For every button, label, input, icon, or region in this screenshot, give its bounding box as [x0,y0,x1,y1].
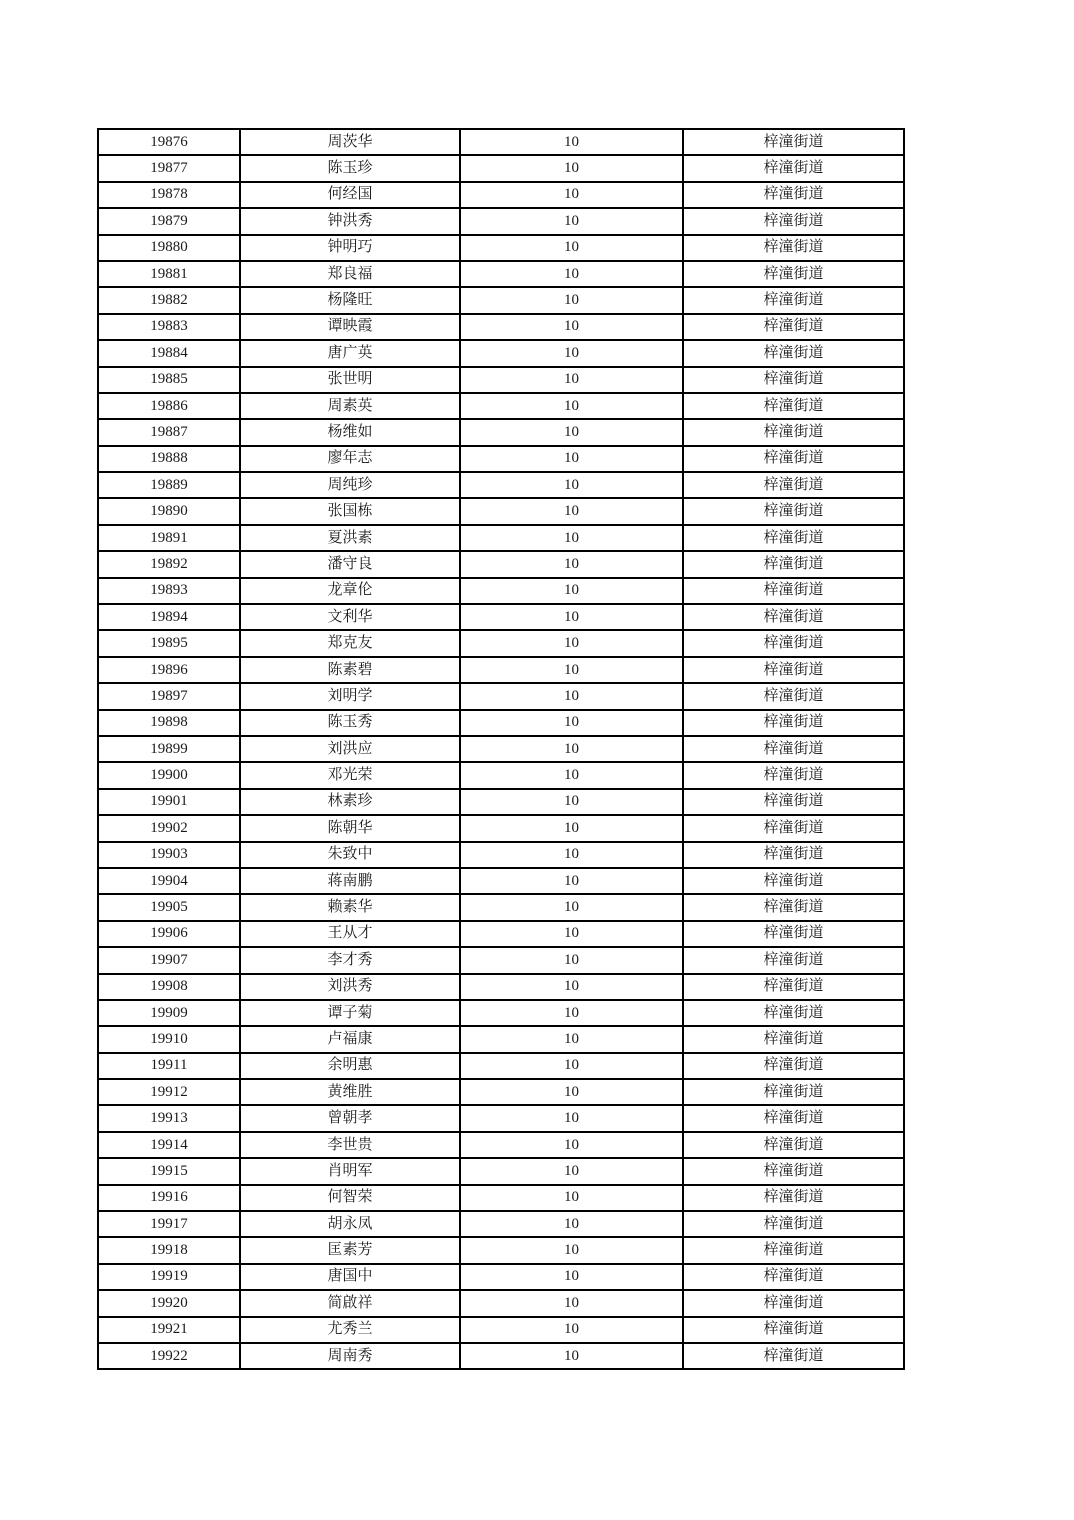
value-cell: 10 [460,578,683,604]
name-cell: 黄维胜 [240,1079,460,1105]
name-cell: 何经国 [240,182,460,208]
value-cell: 10 [460,815,683,841]
table-row [98,419,904,445]
table-row [98,393,904,419]
table-row [98,1264,904,1290]
district-cell: 梓潼街道 [683,1026,904,1052]
id-cell: 19899 [98,736,240,762]
id-cell: 19896 [98,657,240,683]
id-cell: 19912 [98,1079,240,1105]
district-cell: 梓潼街道 [683,1132,904,1158]
district-cell: 梓潼街道 [683,1158,904,1184]
id-cell: 19895 [98,630,240,656]
table-row [98,208,904,234]
district-cell: 梓潼街道 [683,182,904,208]
id-cell: 19904 [98,868,240,894]
table-row [98,894,904,920]
name-cell: 文利华 [240,604,460,630]
table-row [98,1211,904,1237]
table-row [98,1343,904,1369]
value-cell: 10 [460,261,683,287]
table-row [98,1105,904,1131]
district-cell: 梓潼街道 [683,340,904,366]
id-cell: 19900 [98,762,240,788]
value-cell: 10 [460,974,683,1000]
id-cell: 19876 [98,129,240,155]
name-cell: 龙章伦 [240,578,460,604]
id-cell: 19894 [98,604,240,630]
name-cell: 周素英 [240,393,460,419]
table-row [98,1237,904,1263]
value-cell: 10 [460,947,683,973]
id-cell: 19889 [98,472,240,498]
id-cell: 19897 [98,683,240,709]
value-cell: 10 [460,551,683,577]
id-cell: 19884 [98,340,240,366]
district-cell: 梓潼街道 [683,789,904,815]
id-cell: 19911 [98,1053,240,1079]
id-cell: 19886 [98,393,240,419]
table-row [98,815,904,841]
table-row [98,657,904,683]
value-cell: 10 [460,868,683,894]
name-cell: 李世贵 [240,1132,460,1158]
table-row [98,789,904,815]
id-cell: 19905 [98,894,240,920]
value-cell: 10 [460,1237,683,1263]
id-cell: 19913 [98,1105,240,1131]
value-cell: 10 [460,525,683,551]
district-cell: 梓潼街道 [683,894,904,920]
name-cell: 赖素华 [240,894,460,920]
value-cell: 10 [460,314,683,340]
value-cell: 10 [460,1132,683,1158]
district-cell: 梓潼街道 [683,1237,904,1263]
id-cell: 19918 [98,1237,240,1263]
district-cell: 梓潼街道 [683,446,904,472]
district-cell: 梓潼街道 [683,604,904,630]
table-row [98,340,904,366]
value-cell: 10 [460,287,683,313]
name-cell: 邓光荣 [240,762,460,788]
value-cell: 10 [460,1317,683,1343]
district-cell: 梓潼街道 [683,208,904,234]
value-cell: 10 [460,630,683,656]
id-cell: 19883 [98,314,240,340]
value-cell: 10 [460,1185,683,1211]
table-row [98,129,904,155]
district-cell: 梓潼街道 [683,1317,904,1343]
table-row [98,974,904,1000]
value-cell: 10 [460,1105,683,1131]
district-cell: 梓潼街道 [683,815,904,841]
table-row [98,472,904,498]
name-cell: 李才秀 [240,947,460,973]
district-cell: 梓潼街道 [683,1000,904,1026]
district-cell: 梓潼街道 [683,868,904,894]
id-cell: 19880 [98,235,240,261]
value-cell: 10 [460,1290,683,1316]
roster-table-body [98,129,904,1369]
value-cell: 10 [460,657,683,683]
district-cell: 梓潼街道 [683,314,904,340]
table-row [98,1053,904,1079]
name-cell: 杨维如 [240,419,460,445]
name-cell: 刘明学 [240,683,460,709]
value-cell: 10 [460,762,683,788]
id-cell: 19915 [98,1158,240,1184]
district-cell: 梓潼街道 [683,1185,904,1211]
table-row [98,710,904,736]
value-cell: 10 [460,1079,683,1105]
value-cell: 10 [460,498,683,524]
value-cell: 10 [460,1211,683,1237]
name-cell: 陈朝华 [240,815,460,841]
district-cell: 梓潼街道 [683,1053,904,1079]
district-cell: 梓潼街道 [683,1211,904,1237]
value-cell: 10 [460,235,683,261]
id-cell: 19907 [98,947,240,973]
table-row [98,762,904,788]
value-cell: 10 [460,604,683,630]
id-cell: 19885 [98,367,240,393]
table-row [98,842,904,868]
district-cell: 梓潼街道 [683,155,904,181]
table-row [98,525,904,551]
id-cell: 19901 [98,789,240,815]
district-cell: 梓潼街道 [683,736,904,762]
id-cell: 19898 [98,710,240,736]
id-cell: 19920 [98,1290,240,1316]
district-cell: 梓潼街道 [683,710,904,736]
id-cell: 19922 [98,1343,240,1369]
id-cell: 19910 [98,1026,240,1052]
name-cell: 潘守良 [240,551,460,577]
id-cell: 19890 [98,498,240,524]
district-cell: 梓潼街道 [683,287,904,313]
district-cell: 梓潼街道 [683,393,904,419]
name-cell: 张世明 [240,367,460,393]
district-cell: 梓潼街道 [683,657,904,683]
table-row [98,1132,904,1158]
value-cell: 10 [460,894,683,920]
district-cell: 梓潼街道 [683,551,904,577]
id-cell: 19909 [98,1000,240,1026]
name-cell: 钟洪秀 [240,208,460,234]
id-cell: 19902 [98,815,240,841]
district-cell: 梓潼街道 [683,947,904,973]
id-cell: 19916 [98,1185,240,1211]
table-row [98,736,904,762]
id-cell: 19878 [98,182,240,208]
district-cell: 梓潼街道 [683,1343,904,1369]
value-cell: 10 [460,367,683,393]
value-cell: 10 [460,842,683,868]
district-cell: 梓潼街道 [683,1079,904,1105]
district-cell: 梓潼街道 [683,235,904,261]
name-cell: 张国栋 [240,498,460,524]
name-cell: 陈玉珍 [240,155,460,181]
name-cell: 肖明军 [240,1158,460,1184]
table-row [98,1079,904,1105]
district-cell: 梓潼街道 [683,1290,904,1316]
district-cell: 梓潼街道 [683,419,904,445]
value-cell: 10 [460,472,683,498]
id-cell: 19879 [98,208,240,234]
table-row [98,498,904,524]
district-cell: 梓潼街道 [683,683,904,709]
value-cell: 10 [460,736,683,762]
table-row [98,182,904,208]
table-row [98,1185,904,1211]
value-cell: 10 [460,1026,683,1052]
table-row [98,947,904,973]
name-cell: 何智荣 [240,1185,460,1211]
name-cell: 钟明巧 [240,235,460,261]
name-cell: 周纯珍 [240,472,460,498]
id-cell: 19888 [98,446,240,472]
value-cell: 10 [460,1053,683,1079]
id-cell: 19906 [98,921,240,947]
table-row [98,1026,904,1052]
table-row [98,235,904,261]
value-cell: 10 [460,340,683,366]
table-row [98,578,904,604]
district-cell: 梓潼街道 [683,261,904,287]
district-cell: 梓潼街道 [683,1105,904,1131]
name-cell: 谭映霞 [240,314,460,340]
table-row [98,630,904,656]
name-cell: 林素珍 [240,789,460,815]
id-cell: 19893 [98,578,240,604]
name-cell: 匡素芳 [240,1237,460,1263]
value-cell: 10 [460,1000,683,1026]
id-cell: 19877 [98,155,240,181]
value-cell: 10 [460,419,683,445]
name-cell: 杨隆旺 [240,287,460,313]
name-cell: 廖年志 [240,446,460,472]
name-cell: 朱致中 [240,842,460,868]
district-cell: 梓潼街道 [683,630,904,656]
table-row [98,551,904,577]
id-cell: 19919 [98,1264,240,1290]
name-cell: 郑克友 [240,630,460,656]
district-cell: 梓潼街道 [683,974,904,1000]
id-cell: 19917 [98,1211,240,1237]
name-cell: 陈素碧 [240,657,460,683]
table-row [98,155,904,181]
value-cell: 10 [460,921,683,947]
name-cell: 余明惠 [240,1053,460,1079]
name-cell: 唐国中 [240,1264,460,1290]
value-cell: 10 [460,789,683,815]
value-cell: 10 [460,683,683,709]
id-cell: 19914 [98,1132,240,1158]
district-cell: 梓潼街道 [683,129,904,155]
name-cell: 简啟祥 [240,1290,460,1316]
table-row [98,314,904,340]
roster-table [97,128,905,1370]
district-cell: 梓潼街道 [683,762,904,788]
id-cell: 19887 [98,419,240,445]
district-cell: 梓潼街道 [683,1264,904,1290]
district-cell: 梓潼街道 [683,472,904,498]
name-cell: 刘洪秀 [240,974,460,1000]
id-cell: 19908 [98,974,240,1000]
table-row [98,604,904,630]
district-cell: 梓潼街道 [683,921,904,947]
name-cell: 卢福康 [240,1026,460,1052]
name-cell: 尤秀兰 [240,1317,460,1343]
id-cell: 19891 [98,525,240,551]
value-cell: 10 [460,208,683,234]
table-container [97,128,905,1370]
name-cell: 夏洪素 [240,525,460,551]
name-cell: 周南秀 [240,1343,460,1369]
value-cell: 10 [460,155,683,181]
value-cell: 10 [460,182,683,208]
value-cell: 10 [460,129,683,155]
table-row [98,868,904,894]
name-cell: 陈玉秀 [240,710,460,736]
id-cell: 19892 [98,551,240,577]
name-cell: 王从才 [240,921,460,947]
district-cell: 梓潼街道 [683,578,904,604]
value-cell: 10 [460,1264,683,1290]
table-row [98,1317,904,1343]
table-row [98,1290,904,1316]
table-row [98,367,904,393]
id-cell: 19903 [98,842,240,868]
id-cell: 19921 [98,1317,240,1343]
value-cell: 10 [460,1158,683,1184]
name-cell: 郑良福 [240,261,460,287]
name-cell: 胡永凤 [240,1211,460,1237]
name-cell: 周茨华 [240,129,460,155]
district-cell: 梓潼街道 [683,498,904,524]
table-row [98,683,904,709]
name-cell: 蒋南鹏 [240,868,460,894]
table-row [98,1158,904,1184]
name-cell: 刘洪应 [240,736,460,762]
table-row [98,921,904,947]
name-cell: 曾朝孝 [240,1105,460,1131]
value-cell: 10 [460,1343,683,1369]
name-cell: 唐广英 [240,340,460,366]
district-cell: 梓潼街道 [683,842,904,868]
table-row [98,287,904,313]
id-cell: 19881 [98,261,240,287]
district-cell: 梓潼街道 [683,367,904,393]
value-cell: 10 [460,446,683,472]
table-row [98,446,904,472]
district-cell: 梓潼街道 [683,525,904,551]
table-row [98,261,904,287]
table-row [98,1000,904,1026]
name-cell: 谭子菊 [240,1000,460,1026]
id-cell: 19882 [98,287,240,313]
value-cell: 10 [460,393,683,419]
value-cell: 10 [460,710,683,736]
